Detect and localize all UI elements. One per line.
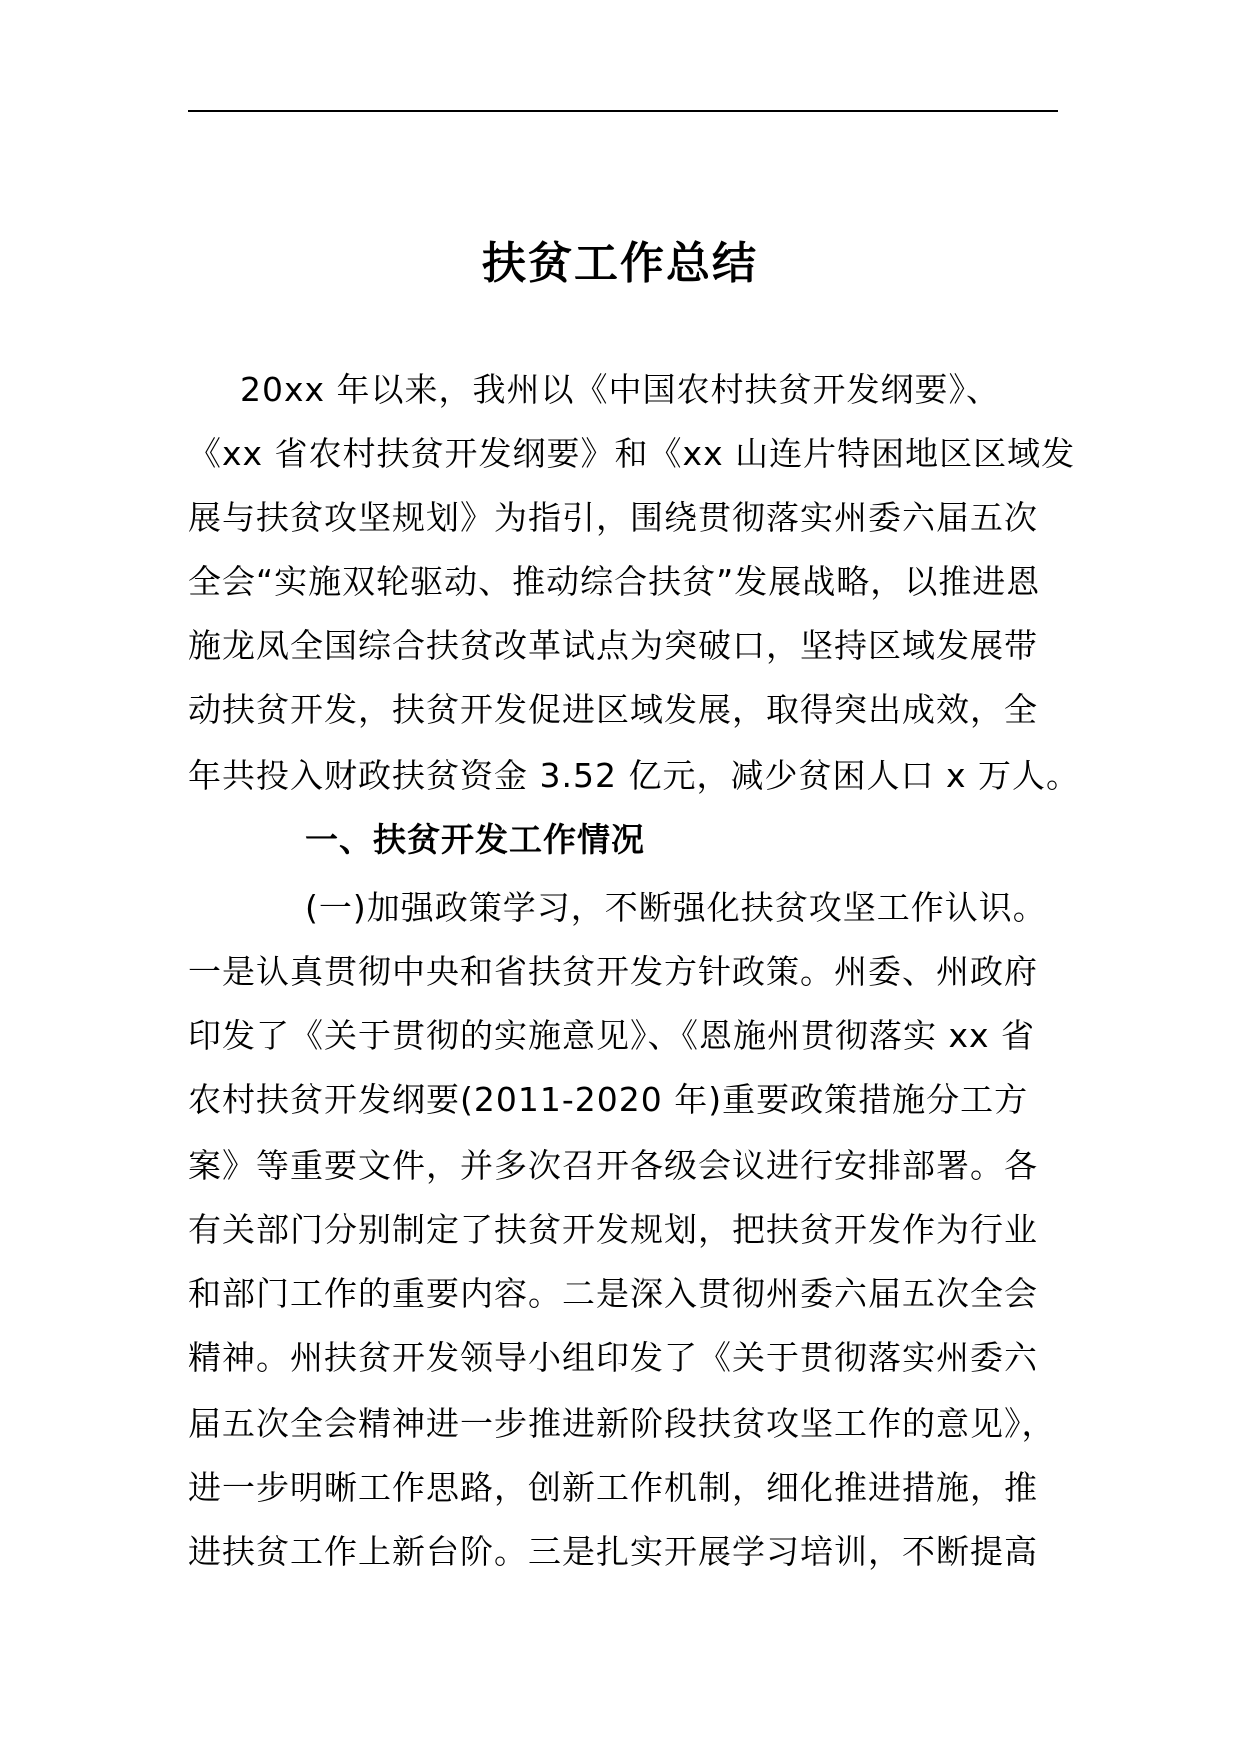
paragraph-line: 展与扶贫攻坚规划》为指引，围绕贯彻落实州委六届五次: [188, 498, 1038, 537]
paragraph-line: 案》等重要文件，并多次召开各级会议进行安排部署。各: [188, 1146, 1038, 1185]
subsection-heading: (一)加强政策学习，不断强化扶贫攻坚工作认识。: [305, 888, 1047, 927]
header-rule: [188, 110, 1058, 112]
paragraph-line: 20xx 年以来，我州以《中国农村扶贫开发纲要》、: [240, 370, 1001, 409]
paragraph-line: 年共投入财政扶贫资金 3.52 亿元，减少贫困人口 x 万人。: [188, 756, 1080, 795]
paragraph-line: 《xx 省农村扶贫开发纲要》和《xx 山连片特困地区区域发: [188, 434, 1076, 473]
paragraph-line: 动扶贫开发，扶贫开发促进区域发展，取得突出成效，全: [188, 690, 1038, 729]
paragraph-line: 有关部门分别制定了扶贫开发规划，把扶贫开发作为行业: [188, 1210, 1038, 1249]
section-heading: 一、扶贫开发工作情况: [305, 820, 645, 859]
paragraph-line: 精神。州扶贫开发领导小组印发了《关于贯彻落实州委六: [188, 1338, 1038, 1377]
paragraph-line: 进扶贫工作上新台阶。三是扎实开展学习培训，不断提高: [188, 1532, 1038, 1571]
paragraph-line: 农村扶贫开发纲要(2011-2020 年)重要政策措施分工方: [188, 1080, 1029, 1119]
document-title: 扶贫工作总结: [482, 238, 758, 289]
paragraph-line: 印发了《关于贯彻的实施意见》、《恩施州贯彻落实 xx 省: [188, 1016, 1036, 1055]
paragraph-line: 全会“实施双轮驱动、推动综合扶贫”发展战略，以推进恩: [188, 562, 1041, 601]
paragraph-line: 施龙凤全国综合扶贫改革试点为突破口，坚持区域发展带: [188, 626, 1038, 665]
paragraph-line: 进一步明晰工作思路，创新工作机制，细化推进措施，推: [188, 1468, 1038, 1507]
paragraph-line: 届五次全会精神进一步推进新阶段扶贫攻坚工作的意见》，: [188, 1404, 1056, 1443]
paragraph-line: 一是认真贯彻中央和省扶贫开发方针政策。州委、州政府: [188, 952, 1038, 991]
paragraph-line: 和部门工作的重要内容。二是深入贯彻州委六届五次全会: [188, 1274, 1038, 1313]
